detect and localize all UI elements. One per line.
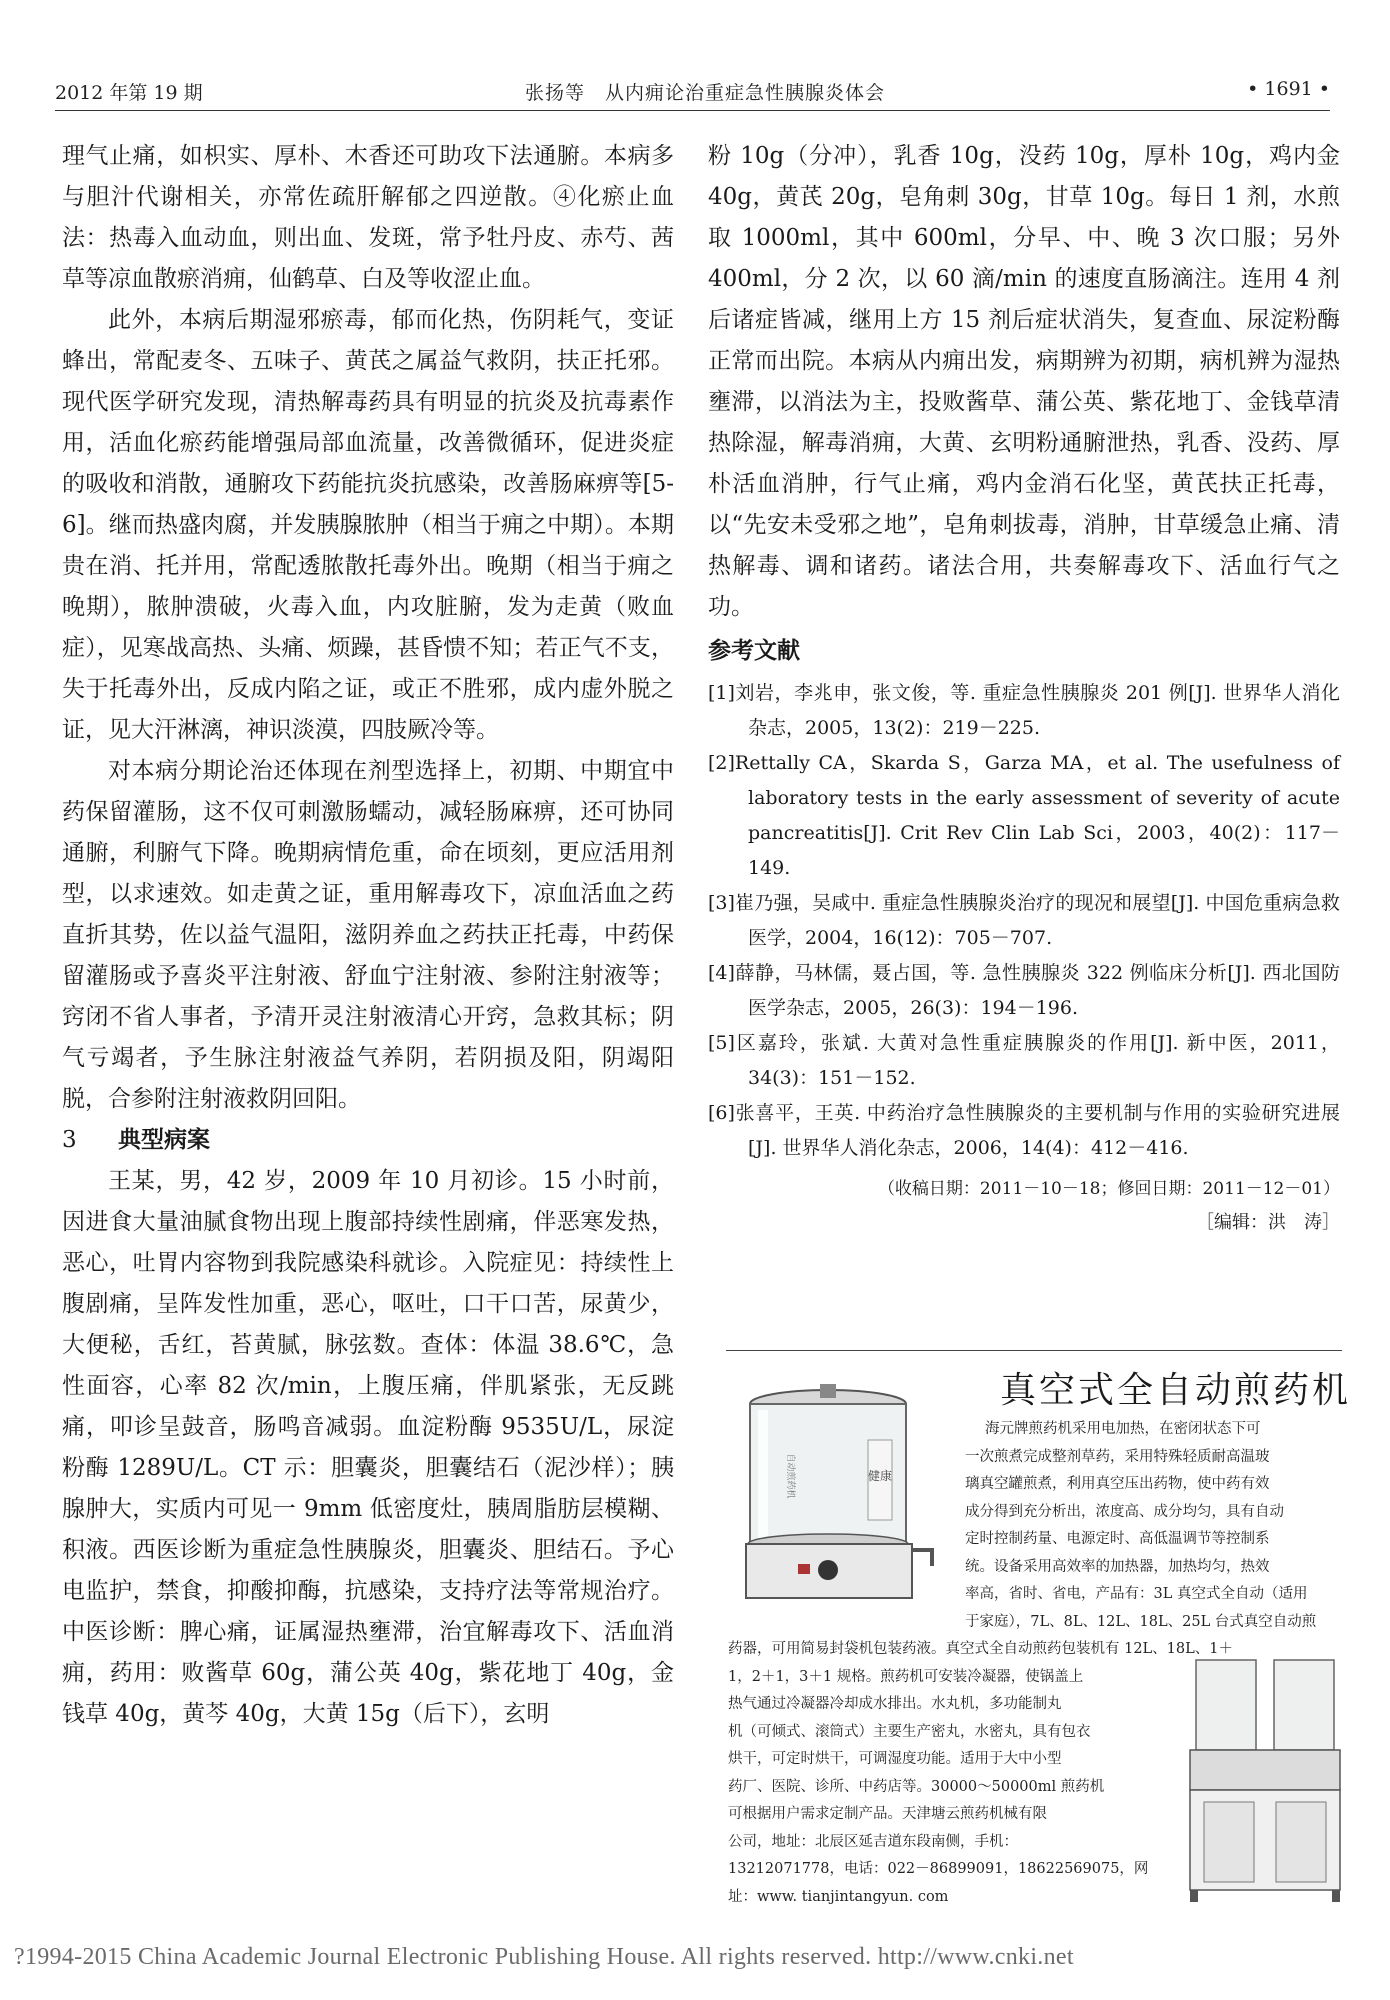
reference-item: [5]区嘉玲，张斌. 大黄对急性重症胰腺炎的作用[J]. 新中医，2011，34(3)：151－152. — [708, 1032, 1340, 1089]
header-rule — [55, 110, 1330, 111]
reference-item: [4]薛静，马林儒，聂占国，等. 急性胰腺炎 322 例临床分析[J]. 西北国防医学杂志，2005，26(3)：194－196. — [708, 962, 1340, 1019]
ad-line: 统。设备采用高效率的加热器，加热均匀，热效 — [965, 1558, 1270, 1575]
page-header — [55, 72, 1330, 106]
right-column — [708, 136, 1340, 1240]
ad-line: 公司，地址：北辰区延吉道东段南侧，手机： — [728, 1833, 1018, 1850]
ad-rule — [726, 1350, 1342, 1351]
ad-line: 于家庭），7L、8L、12L、18L、25L 台式真空自动煎 — [965, 1613, 1317, 1630]
section-title: 典型病案 — [118, 1127, 210, 1153]
journal-issue: 2012 年第 19 期 — [55, 82, 203, 104]
left-column — [62, 136, 674, 1735]
ad-line: 13212071778，电话：022－86899091，18622569075，网 — [728, 1861, 1149, 1877]
paragraph: 此外，本病后期湿邪瘀毒，郁而化热，伤阴耗气，变证蜂出，常配麦冬、五味子、黄芪之属益气救阴，扶正托邪。现代医学研究发现，清热解毒药具有明显的抗炎及抗毒素作用，活血化瘀药能增强局部血流量，改善微循环，促进炎症的吸收和消散，通腑攻下药能抗炎抗感染，改善肠麻痹等[5-6]。继而热盛肉腐，并发胰腺脓肿（相当于痈之中期）。本期贵在消、托并用，常配透脓散托毒外出。晚期（相当于痈之晚期），脓肿溃破，火毒入血，内攻脏腑，发为走黄（败血症），见寒战高热、头痛、烦躁，甚昏愦不知；若正气不支，失于托毒外出，反成内陷之证，或正不胜邪，成内虚外脱之证，见大汗淋漓，神识淡漠，四肢厥冷等。 — [62, 307, 674, 743]
paragraph: 粉 10g（分冲），乳香 10g，没药 10g，厚朴 10g，鸡内金 40g，黄芪 20g，皂角刺 30g，甘草 10g。每日 1 剂，水煎取 1000ml，其中 600ml，分早、中、晚 3 次口服；另外 400ml，分 2 次，以 60 滴/min 的速度直肠滴注。连用 4 剂后诸症皆减，继用上方 15 剂后症状消失，复查血、尿淀粉酶正常而出院。本病从内痈出发，病期辨为初期，病机辨为湿热壅滞，以消法为主，投败酱草、蒲公英、紫花地丁、金钱草清热除湿，解毒消痈，大黄、玄明粉通腑泄热，乳香、没药、厚朴活血消肿，行气止痛，鸡内金消石化坚，黄芪扶正托毒，以“先安未受邪之地”，皂角刺拔毒，消肿，甘草缓急止痛、清热解毒、调和诸药。诸法合用，共奏解毒攻下、活血行气之功。 — [708, 143, 1340, 620]
received-dates: （收稿日期：2011－10－18；修回日期：2011－12－01） — [877, 1179, 1340, 1199]
ad-line: 1，2＋1，3＋1 规格。煎药机可安装冷凝器，使锅盖上 — [728, 1668, 1084, 1685]
ad-line: 烘干，可定时烘干，可调湿度功能。适用于大中小型 — [728, 1751, 1062, 1767]
ad-line: 可根据用户需求定制产品。天津塘云煎药机械有限 — [728, 1806, 1047, 1822]
ad-line: 药厂、医院、诊所、中药店等。30000～50000ml 煎药机 — [728, 1778, 1105, 1795]
reference-item: [2]Rettally CA，Skarda S，Garza MA，et al. The usefulness of laboratory tests in the early assessment of severity of acute pancreatitis[J]. Crit Rev Clin Lab Sci，2003，40(2)：117－149. — [708, 752, 1340, 879]
jar-label: 健康 — [867, 1469, 893, 1483]
ad-line: 机（可倾式、滚筒式）主要生产密丸，水密丸，具有包衣 — [728, 1723, 1091, 1740]
paragraph: 理气止痛，如枳实、厚朴、木香还可助攻下法通腑。本病多与胆汁代谢相关，亦常佐疏肝解郁之四逆散。④化瘀止血法：热毒入血动血，则出血、发斑，常予牡丹皮、赤芍、茜草等凉血散瘀消痈，仙鹤草、白及等收涩止血。 — [62, 143, 674, 292]
ad-line: 璃真空罐煎煮，利用真空压出药物，使中药有效 — [965, 1476, 1270, 1492]
ad-line: 率高，省时、省电，产品有：3L 真空式全自动（适用 — [965, 1586, 1308, 1602]
reference-item: [6]张喜平，王英. 中药治疗急性胰腺炎的主要机制与作用的实验研究进展[J]. 世界华人消化杂志，2006，14(4)：412－416. — [708, 1102, 1340, 1159]
reference-item: [1]刘岩，李兆申，张文俊，等. 重症急性胰腺炎 201 例[J]. 世界华人消化杂志，2005，13(2)：219－225. — [708, 682, 1340, 739]
ad-line: 一次煎煮完成整剂草药，采用特殊轻质耐高温玻 — [965, 1448, 1270, 1465]
ad-line: 定时控制药量、电源定时、高低温调节等控制系 — [965, 1531, 1270, 1547]
ad-line: 热气通过冷凝器冷却成水排出。水丸机，多功能制丸 — [728, 1696, 1062, 1712]
reference-item: [3]崔乃强，吴咸中. 重症急性胰腺炎治疗的现况和展望[J]. 中国危重病急救医学，2004，16(12)：705－707. — [708, 892, 1340, 949]
running-title: 张扬等 从内痈论治重症急性胰腺炎体会 — [525, 82, 886, 104]
section-heading — [62, 1120, 674, 1161]
paragraph: 王某，男，42 岁，2009 年 10 月初诊。15 小时前，因进食大量油腻食物出现上腹部持续性剧痛，伴恶寒发热，恶心，吐胃内容物到我院感染科就诊。入院症见：持续性上腹剧痛，呈阵发性加重，恶心，呕吐，口干口苦，尿黄少，大便秘，舌红，苔黄腻，脉弦数。查体：体温 38.6℃，急性面容，心率 82 次/min，上腹压痛，伴肌紧张，无反跳痛，叩诊呈鼓音，肠鸣音减弱。血淀粉酶 9535U/L，尿淀粉酶 1289U/L。CT 示：胆囊炎，胆囊结石（泥沙样）；胰腺肿大，实质内可见一 9mm 低密度灶，胰周脂肪层模糊、积液。西医诊断为重症急性胰腺炎，胆囊炎、胆结石。予心电监护，禁食，抑酸抑酶，抗感染，支持疗法等常规治疗。中医诊断：脾心痛，证属湿热壅滞，治宜解毒攻下、活血消痈，药用：败酱草 60g，蒲公英 40g，紫花地丁 40g，金钱草 40g，黄芩 40g，大黄 15g（后下），玄明 — [62, 1168, 674, 1727]
editor-credit: ［编辑：洪 涛］ — [1196, 1212, 1340, 1233]
section-number: 3 — [62, 1127, 77, 1153]
references-heading: 参考文献 — [708, 638, 800, 664]
copyright-footer: ?1994-2015 China Academic Journal Electronic Publishing House. All rights reserved. http://www.cnki.net — [14, 1944, 1074, 1970]
ad-line: 药器，可用简易封袋机包装药液。真空式全自动煎药包装机有 12L、18L、1＋ — [728, 1641, 1233, 1657]
ad-body — [720, 1416, 1350, 1911]
svg-text:自动煎药机: 自动煎药机 — [785, 1453, 795, 1499]
ad-line: 址：www. tianjintangyun. com — [728, 1888, 949, 1905]
page-number: • 1691 • — [1247, 78, 1330, 100]
ad-line: 海元牌煎药机采用电加热，在密闭状态下可 — [985, 1421, 1261, 1437]
paragraph: 对本病分期论治还体现在剂型选择上，初期、中期宜中药保留灌肠，这不仅可刺激肠蠕动，减轻肠麻痹，还可协同通腑，利腑气下降。晚期病情危重，命在顷刻，更应活用剂型，以求速效。如走黄之证，重用解毒攻下，凉血活血之药直折其势，佐以益气温阳，滋阴养血之药扶正托毒，中药保留灌肠或予喜炎平注射液、舒血宁注射液、参附注射液等；窍闭不省人事者，予清开灵注射液清心开窍，急救其标；阴气亏竭者，予生脉注射液益气养阴，若阴损及阳，阴竭阳脱，合参附注射液救阴回阳。 — [62, 758, 674, 1112]
ad-line: 成分得到充分析出，浓度高、成分均匀，具有自动 — [965, 1503, 1284, 1520]
ad-title: 真空式全自动煎药机 — [1000, 1370, 1352, 1411]
